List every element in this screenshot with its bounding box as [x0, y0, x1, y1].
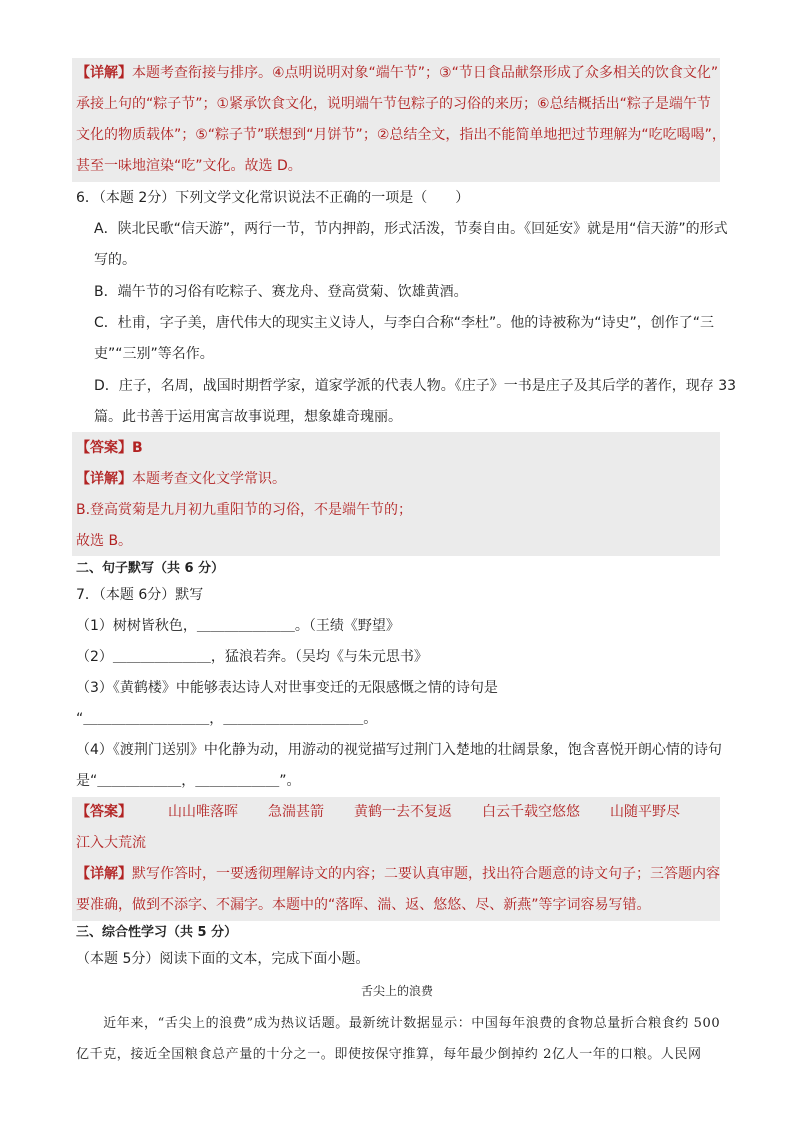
option-c: C．杜甫，字子美，唐代伟大的现实主义诗人，与李白合称“李杜”。他的诗被称为“诗史”，创作了“三: [94, 315, 715, 331]
detail-tag: 【详解】: [76, 471, 132, 487]
detail-line: B.登高赏菊是九月初九重阳节的习俗，不是端午节的；: [76, 502, 413, 518]
question-7-stem: 7．（本题 6分）默写: [76, 587, 204, 603]
article-paragraph: 亿千克，接近全国粮食总产量的十分之一。即使按保守推算，每年最少倒掉约 2亿人一年的口粮。人民网: [76, 1047, 702, 1062]
section-heading: 三、综合性学习（共 5 分）: [76, 925, 238, 940]
answer-item: 急湍甚箭: [268, 804, 324, 820]
fill-blank-1: （1）树树皆秋色，＿＿＿＿＿＿＿。（王绩《野望》: [76, 618, 400, 634]
detail-line: [76, 470, 720, 488]
answer-line: [76, 439, 720, 457]
answer-line: [76, 803, 720, 821]
option-a-cont: 写的。: [94, 252, 136, 268]
detail-text: 本题考查文化文学常识。: [132, 471, 286, 487]
fill-blank-2: （2）＿＿＿＿＿＿＿，猛浪若奔。（吴均《与朱元思书》: [76, 649, 428, 665]
detail-line: 要准确，做到不添字、不漏字。本题中的“落晖、湍、返、悠悠、尽、新燕”等字词容易写错。: [76, 897, 651, 913]
section-heading: 二、句子默写（共 6 分）: [76, 561, 225, 576]
answer-item: 黄鹤一去不复返: [354, 804, 452, 820]
answer-tag: 【答案】: [76, 440, 132, 456]
answer-item: 山山唯落晖: [168, 804, 238, 820]
detail-text: 本题考查衔接与排序。④点明说明对象“端午节”；③“节日食品献祭形成了众多相关的饮食文化”: [132, 65, 719, 81]
detail-text: 默写作答时，一要透彻理解诗文的内容；二要认真审题，找出符合题意的诗文句子；三答题内容: [132, 866, 720, 882]
question-8-stem: （本题 5分）阅读下面的文本，完成下面小题。: [76, 951, 370, 967]
fill-blank-4-cont: 是“＿＿＿＿＿＿，＿＿＿＿＿＿”。: [76, 773, 301, 789]
question-6-stem: 6．（本题 2分）下列文学文化常识说法不正确的一项是（ ）: [76, 190, 470, 206]
detail-line: 甚至一味地渲染“吃”文化。故选 D。: [76, 158, 302, 174]
fill-blank-4: （4）《渡荆门送别》中化静为动，用游动的视觉描写过荆门入楚地的壮阔景象，饱含喜悦开朗心情的诗句: [76, 742, 722, 758]
answer-value: B: [132, 440, 143, 456]
answer-item: 江入大荒流: [76, 835, 146, 851]
detail-line: 文化的物质载体”；⑤“粽子节”联想到“月饼节”；②总结全文，指出不能简单地把过节理解为“吃吃喝喝”，: [76, 127, 726, 143]
detail-line: 承接上句的“粽子节”；①紧承饮食文化，说明端午节包粽子的习俗的来历；⑥总结概括出“粽子是端午节: [76, 96, 711, 112]
article-paragraph: 近年来，“舌尖上的浪费”成为热议话题。最新统计数据显示：中国每年浪费的食物总量折合粮食约 500: [76, 1016, 721, 1031]
option-c-cont: 吏”“三别”等名作。: [94, 346, 214, 362]
option-d: D．庄子，名周，战国时期哲学家，道家学派的代表人物。《庄子》一书是庄子及其后学的著作，现存 33: [94, 378, 737, 394]
detail-line: [76, 865, 720, 883]
option-d-cont: 篇。此书善于运用寓言故事说理，想象雄奇瑰丽。: [94, 409, 402, 425]
option-a: A．陕北民歌“信天游”，两行一节，节内押韵，形式活泼，节奏自由。《回延安》就是用“信天游”的形式: [94, 221, 728, 237]
answer-item: 白云千载空悠悠: [482, 804, 580, 820]
article-title: 舌尖上的浪费: [360, 984, 433, 998]
detail-line: [76, 64, 720, 82]
answer-tag: 【答案】: [76, 804, 132, 820]
fill-blank-3: （3）《黄鹤楼》中能够表达诗人对世事变迁的无限感慨之情的诗句是: [76, 680, 498, 696]
fill-blank-3-cont: “＿＿＿＿＿＿＿＿＿，＿＿＿＿＿＿＿＿＿＿。: [76, 711, 378, 727]
option-b: B．端午节的习俗有吃粽子、赛龙舟、登高赏菊、饮雄黄酒。: [94, 284, 468, 300]
detail-tag: 【详解】: [76, 866, 132, 882]
detail-line: 故选 B。: [76, 533, 133, 549]
detail-tag: 【详解】: [76, 65, 132, 81]
answer-item: 山随平野尽: [610, 804, 680, 820]
